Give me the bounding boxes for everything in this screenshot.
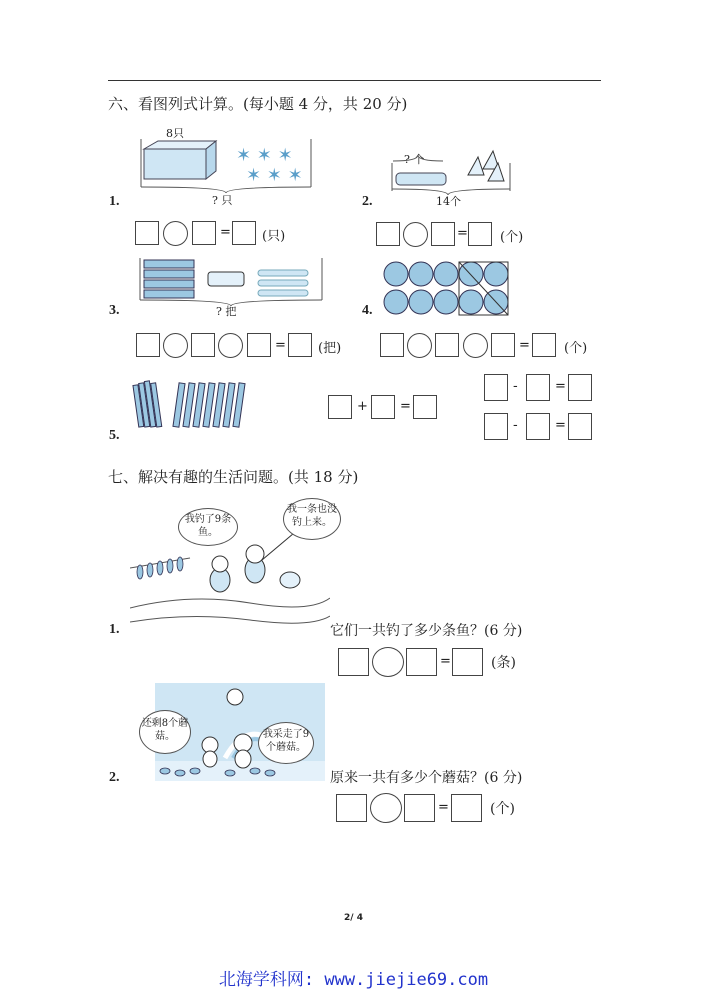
p5-add-blank-2[interactable] <box>371 395 395 419</box>
p2-top-label: ? 个 <box>404 153 425 166</box>
p1-number: 1. <box>109 194 120 209</box>
p5-number: 5. <box>109 428 120 443</box>
p5-add-blank-1[interactable] <box>328 395 352 419</box>
s7-p2-blank-1[interactable] <box>336 794 367 822</box>
p1-top-label: 8只 <box>166 127 184 140</box>
p3-operator-circle-2[interactable] <box>218 333 243 358</box>
p1-blank-1[interactable] <box>135 221 159 245</box>
p4-blank-2[interactable] <box>435 333 459 357</box>
p4-blank-3[interactable] <box>491 333 515 357</box>
p1-answer-blank[interactable] <box>232 221 256 245</box>
s7-p2-equals: = <box>438 800 449 815</box>
p1-illustration <box>136 137 316 193</box>
p3-blank-1[interactable] <box>136 333 160 357</box>
p3-blank-3[interactable] <box>247 333 271 357</box>
p1-bottom-label: ? 只 <box>212 194 233 207</box>
p5-sub1-minus: - <box>513 379 518 394</box>
header-rule <box>108 80 601 81</box>
p1-blank-2[interactable] <box>192 221 216 245</box>
s7-p1-blank-1[interactable] <box>338 648 369 676</box>
section-7-title: 七、解决有趣的生活问题。(共 18 分) <box>108 468 359 486</box>
p3-answer-blank[interactable] <box>288 333 312 357</box>
s7-p2-blank-2[interactable] <box>404 794 435 822</box>
p5-sub1-blank-1[interactable] <box>484 374 508 401</box>
p4-equals: = <box>519 338 530 353</box>
p4-operator-circle-2[interactable] <box>463 333 488 358</box>
p2-operator-circle[interactable] <box>403 222 428 247</box>
s7-p1-answer-blank[interactable] <box>452 648 483 676</box>
s7-p1-operator-circle[interactable] <box>372 647 404 677</box>
s7-p1-unit: (条) <box>491 655 516 671</box>
p3-blank-2[interactable] <box>191 333 215 357</box>
s7-p2-bubble-right: 我采走了9个蘑菇。 <box>258 722 314 764</box>
p5-sub1-blank-2[interactable] <box>526 374 550 401</box>
p4-operator-circle-1[interactable] <box>407 333 432 358</box>
s7-p1-question: 它们一共钓了多少条鱼？(6 分) <box>330 623 523 639</box>
s7-p2-bubble-left: 还剩8个蘑菇。 <box>139 710 191 754</box>
s7-p1-bubble-right: 我一条也没钓上来。 <box>283 498 341 540</box>
footer-watermark[interactable]: 北海学科网: www.jiejie69.com <box>218 970 489 990</box>
p5-add-equals: = <box>400 399 411 414</box>
p5-sub2-blank-1[interactable] <box>484 413 508 440</box>
s7-p2-operator-circle[interactable] <box>370 793 402 823</box>
p4-blank-1[interactable] <box>380 333 404 357</box>
s7-p1-number: 1. <box>109 622 120 637</box>
s7-p1-bubble-left: 我钓了9条鱼。 <box>178 508 238 546</box>
s7-p2-question: 原来一共有多少个蘑菇？(6 分) <box>330 770 523 786</box>
section-6-title: 六、看图列式计算。(每小题 4 分，共 20 分) <box>108 95 408 113</box>
p3-operator-circle-1[interactable] <box>163 333 188 358</box>
p2-blank-2[interactable] <box>431 222 455 246</box>
p5-sub2-minus: - <box>513 418 518 433</box>
p3-bottom-label: ? 把 <box>216 305 237 318</box>
s7-p2-number: 2. <box>109 770 120 785</box>
page-number: 2/ 4 <box>344 913 363 923</box>
p1-unit: (只) <box>262 229 286 244</box>
p5-illustration <box>130 377 246 431</box>
p2-number: 2. <box>362 194 373 209</box>
p2-answer-blank[interactable] <box>468 222 492 246</box>
p2-unit: (个) <box>500 230 524 245</box>
p5-sub2-blank-2[interactable] <box>526 413 550 440</box>
p3-illustration <box>138 256 324 306</box>
p4-unit: (个) <box>564 341 588 356</box>
p5-sub2-answer[interactable] <box>568 413 592 440</box>
s7-p1-equals: = <box>440 654 451 669</box>
p4-answer-blank[interactable] <box>532 333 556 357</box>
p3-equals: = <box>275 338 286 353</box>
p5-add-answer[interactable] <box>413 395 437 419</box>
svg-text:✶ ✶ ✶: ✶ ✶ ✶ <box>246 165 303 186</box>
p5-sub1-equals: = <box>555 379 566 394</box>
p3-unit: (把) <box>318 341 342 356</box>
p2-illustration <box>388 145 516 197</box>
p3-number: 3. <box>109 303 120 318</box>
p2-bottom-label: 14个 <box>436 195 461 208</box>
svg-text:✶ ✶ ✶: ✶ ✶ ✶ <box>236 145 293 166</box>
p2-blank-1[interactable] <box>376 222 400 246</box>
p2-equals: = <box>457 226 468 241</box>
p5-sub1-answer[interactable] <box>568 374 592 401</box>
p1-operator-circle[interactable] <box>163 221 188 246</box>
s7-p2-unit: (个) <box>490 801 515 817</box>
p5-plus: + <box>357 399 368 414</box>
s7-p2-answer-blank[interactable] <box>451 794 482 822</box>
p4-illustration <box>383 260 509 316</box>
p5-sub2-equals: = <box>555 418 566 433</box>
p1-equals: = <box>220 225 231 240</box>
p4-number: 4. <box>362 303 373 318</box>
s7-p1-blank-2[interactable] <box>406 648 437 676</box>
